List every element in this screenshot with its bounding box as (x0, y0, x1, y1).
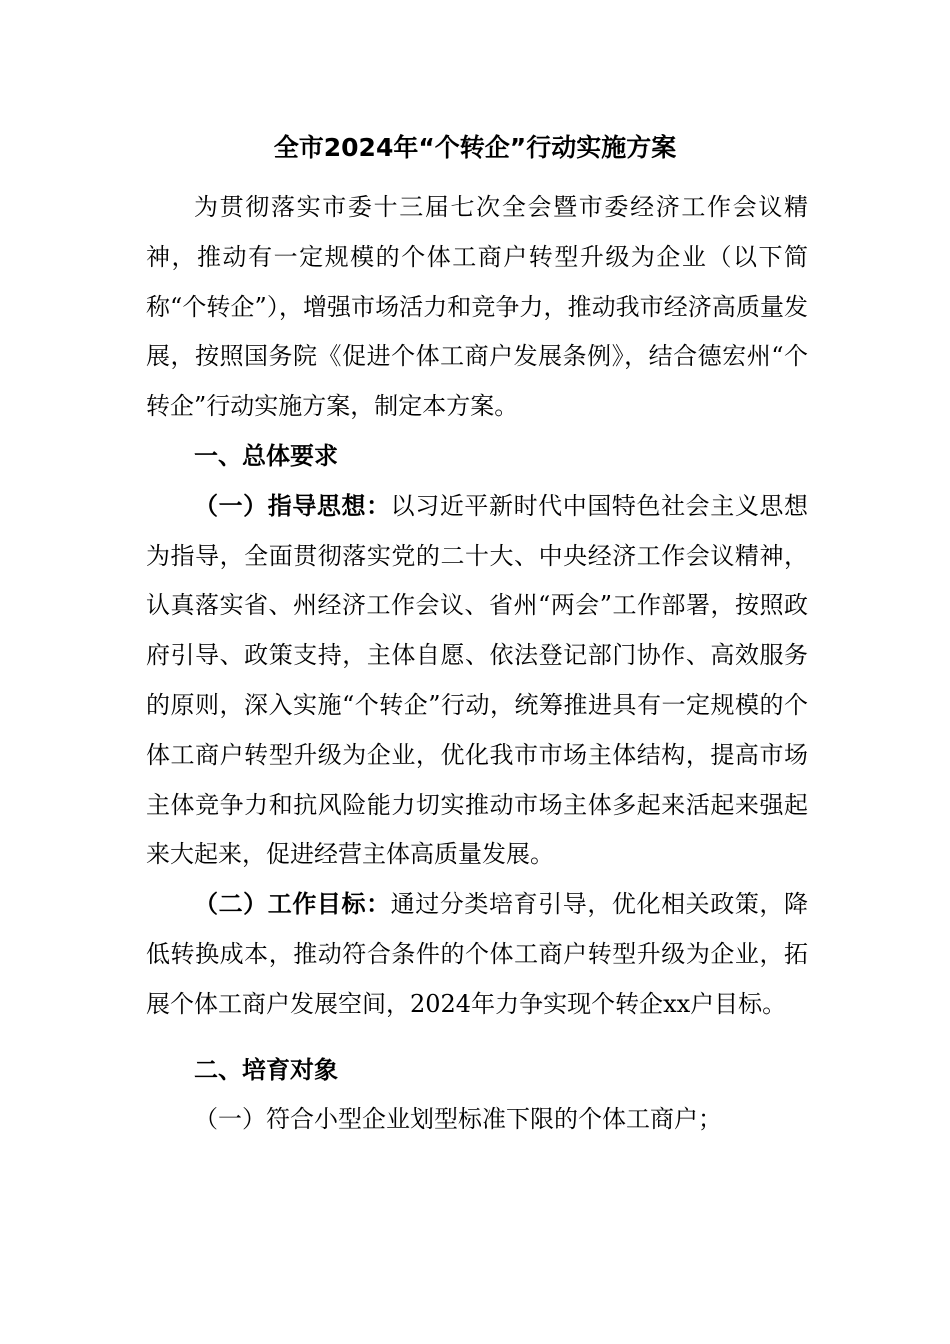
guiding-ideology-text: 以习近平新时代中国特色社会主义思想为指导，全面贯彻落实党的二十大、中央经济工作会议精神，认真落实省、州经济工作会议、省州“两会”工作部署，按照政府引导、政策支持，主体自愿、依法登记部门协作、高效服务的原则，深入实施“个转企”行动，统筹推进具有一定规模的个体工商户转型升级为企业，优化我市市场主体结构，提高市场主体竞争力和抗风险能力切实推动市场主体多起来活起来强起来大起来，促进经营主体高质量发展。 (146, 491, 809, 869)
guiding-ideology-lead: （一）指导思想： (194, 491, 391, 520)
work-goal-lead: （二）工作目标： (194, 890, 391, 919)
cultivation-target-item-1: （一）符合小型企业划型标准下限的个体工商户； (194, 1105, 722, 1134)
intro-paragraph: 为贯彻落实市委十三届七次全会暨市委经济工作会议精神，推动有一定规模的个体工商户转型升级为企业（以下简称“个转企”），增强市场活力和竞争力，推动我市经济高质量发展，按照国务院《促进个体工商户发展条例》，结合德宏州“个转企”行动实施方案，制定本方案。 (146, 193, 808, 421)
document-title: 全市2024年“个转企”行动实施方案 (273, 133, 677, 162)
guiding-ideology-paragraph (146, 482, 808, 880)
work-goal-paragraph (146, 880, 808, 1029)
section-heading-general-requirements: 一、总体要求 (194, 441, 338, 470)
section-heading-cultivation-targets: 二、培育对象 (194, 1055, 338, 1084)
work-goal-text: 通过分类培育引导，优化相关政策，降低转换成本，推动符合条件的个体工商户转型升级为企业，拓展个体工商户发展空间，2024年力争实现个转企xx户目标。 (146, 890, 809, 1018)
document-body (146, 183, 808, 1145)
